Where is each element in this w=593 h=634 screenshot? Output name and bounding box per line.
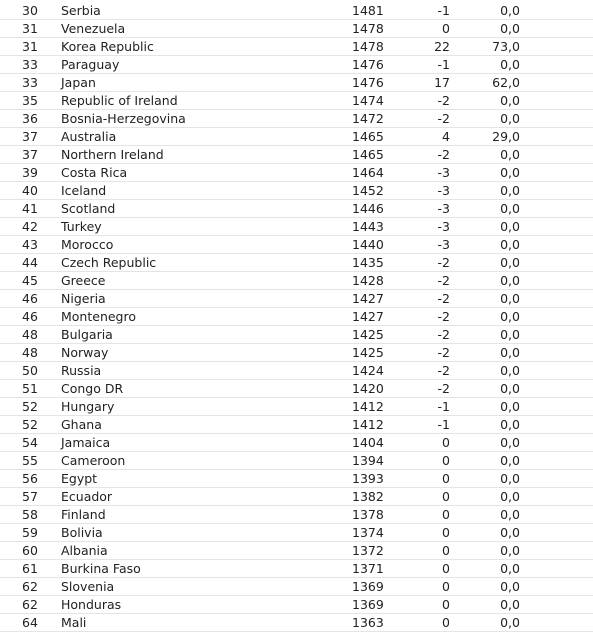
change-cell: 0	[442, 615, 450, 630]
table-row	[0, 488, 593, 506]
change-cell: -2	[437, 309, 450, 324]
team-cell: Norway	[61, 345, 109, 360]
team-cell: Bolivia	[61, 525, 103, 540]
team-cell: Venezuela	[61, 21, 126, 36]
table-row	[0, 542, 593, 560]
percent-cell: 0,0	[500, 183, 520, 198]
change-cell: -1	[437, 417, 450, 432]
rank-cell: 44	[22, 255, 38, 270]
percent-cell: 0,0	[500, 111, 520, 126]
points-cell: 1369	[352, 597, 384, 612]
table-row	[0, 506, 593, 524]
table-row	[0, 326, 593, 344]
change-cell: 0	[442, 21, 450, 36]
team-cell: Korea Republic	[61, 39, 154, 54]
percent-cell: 0,0	[500, 435, 520, 450]
rank-cell: 35	[22, 93, 38, 108]
team-cell: Ghana	[61, 417, 102, 432]
rank-cell: 31	[22, 21, 38, 36]
percent-cell: 0,0	[500, 201, 520, 216]
points-cell: 1440	[352, 237, 384, 252]
team-cell: Morocco	[61, 237, 114, 252]
percent-cell: 0,0	[500, 453, 520, 468]
points-cell: 1476	[352, 57, 384, 72]
table-row	[0, 416, 593, 434]
percent-cell: 0,0	[500, 219, 520, 234]
rank-cell: 51	[22, 381, 38, 396]
change-cell: -1	[437, 57, 450, 72]
change-cell: 0	[442, 561, 450, 576]
table-row	[0, 182, 593, 200]
team-cell: Iceland	[61, 183, 107, 198]
points-cell: 1446	[352, 201, 384, 216]
change-cell: 0	[442, 543, 450, 558]
team-cell: Australia	[61, 129, 117, 144]
points-cell: 1452	[352, 183, 384, 198]
table-row	[0, 164, 593, 182]
change-cell: -2	[437, 111, 450, 126]
table-row	[0, 434, 593, 452]
change-cell: -2	[437, 291, 450, 306]
rank-cell: 42	[22, 219, 38, 234]
points-cell: 1404	[352, 435, 384, 450]
change-cell: 17	[434, 75, 450, 90]
percent-cell: 0,0	[500, 327, 520, 342]
team-cell: Costa Rica	[61, 165, 128, 180]
team-cell: Nigeria	[61, 291, 106, 306]
team-cell: Montenegro	[61, 309, 137, 324]
rank-cell: 62	[22, 597, 38, 612]
team-cell: Slovenia	[61, 579, 115, 594]
change-cell: -2	[437, 93, 450, 108]
table-row	[0, 2, 593, 20]
points-cell: 1394	[352, 453, 384, 468]
points-cell: 1464	[352, 165, 384, 180]
rank-cell: 59	[22, 525, 38, 540]
table-row	[0, 578, 593, 596]
rank-cell: 43	[22, 237, 38, 252]
rank-cell: 41	[22, 201, 38, 216]
change-cell: 4	[442, 129, 450, 144]
points-cell: 1427	[352, 309, 384, 324]
points-cell: 1425	[352, 327, 384, 342]
table-row	[0, 452, 593, 470]
rank-cell: 54	[22, 435, 38, 450]
percent-cell: 62,0	[492, 75, 520, 90]
change-cell: 0	[442, 435, 450, 450]
change-cell: -3	[437, 165, 450, 180]
team-cell: Jamaica	[61, 435, 111, 450]
rank-cell: 58	[22, 507, 38, 522]
table-row	[0, 20, 593, 38]
team-cell: Czech Republic	[61, 255, 157, 270]
rank-cell: 48	[22, 345, 38, 360]
rank-cell: 50	[22, 363, 38, 378]
points-cell: 1478	[352, 21, 384, 36]
change-cell: -1	[437, 399, 450, 414]
rank-cell: 62	[22, 579, 38, 594]
percent-cell: 0,0	[500, 507, 520, 522]
change-cell: -3	[437, 183, 450, 198]
rank-cell: 52	[22, 399, 38, 414]
percent-cell: 0,0	[500, 525, 520, 540]
points-cell: 1424	[352, 363, 384, 378]
rank-cell: 46	[22, 309, 38, 324]
team-cell: Cameroon	[61, 453, 126, 468]
table-row	[0, 74, 593, 92]
points-cell: 1465	[352, 147, 384, 162]
team-cell: Republic of Ireland	[61, 93, 178, 108]
team-cell: Burkina Faso	[61, 561, 141, 576]
percent-cell: 0,0	[500, 255, 520, 270]
team-cell: Northern Ireland	[61, 147, 164, 162]
table-row	[0, 146, 593, 164]
percent-cell: 0,0	[500, 93, 520, 108]
percent-cell: 0,0	[500, 615, 520, 630]
table-row	[0, 380, 593, 398]
change-cell: -1	[437, 3, 450, 18]
change-cell: -2	[437, 255, 450, 270]
rank-cell: 60	[22, 543, 38, 558]
change-cell: -3	[437, 201, 450, 216]
points-cell: 1371	[352, 561, 384, 576]
rank-cell: 55	[22, 453, 38, 468]
rank-cell: 56	[22, 471, 38, 486]
percent-cell: 0,0	[500, 57, 520, 72]
change-cell: -2	[437, 345, 450, 360]
table-row	[0, 92, 593, 110]
points-cell: 1374	[352, 525, 384, 540]
rank-cell: 39	[22, 165, 38, 180]
points-cell: 1420	[352, 381, 384, 396]
table-row	[0, 524, 593, 542]
percent-cell: 0,0	[500, 291, 520, 306]
change-cell: -3	[437, 219, 450, 234]
team-cell: Turkey	[61, 219, 102, 234]
rank-cell: 31	[22, 39, 38, 54]
points-cell: 1363	[352, 615, 384, 630]
change-cell: 0	[442, 525, 450, 540]
rank-cell: 33	[22, 57, 38, 72]
percent-cell: 0,0	[500, 273, 520, 288]
table-row	[0, 560, 593, 578]
rank-cell: 61	[22, 561, 38, 576]
rank-cell: 37	[22, 147, 38, 162]
percent-cell: 0,0	[500, 3, 520, 18]
change-cell: -2	[437, 363, 450, 378]
table-row	[0, 254, 593, 272]
change-cell: 0	[442, 597, 450, 612]
table-row	[0, 470, 593, 488]
change-cell: -2	[437, 381, 450, 396]
percent-cell: 0,0	[500, 597, 520, 612]
table-row	[0, 38, 593, 56]
percent-cell: 0,0	[500, 471, 520, 486]
points-cell: 1474	[352, 93, 384, 108]
points-cell: 1412	[352, 399, 384, 414]
team-cell: Finland	[61, 507, 106, 522]
percent-cell: 0,0	[500, 489, 520, 504]
table-row	[0, 308, 593, 326]
table-row	[0, 218, 593, 236]
percent-cell: 0,0	[500, 579, 520, 594]
rank-cell: 40	[22, 183, 38, 198]
rank-cell: 52	[22, 417, 38, 432]
rank-cell: 64	[22, 615, 38, 630]
points-cell: 1427	[352, 291, 384, 306]
table-row	[0, 344, 593, 362]
team-cell: Paraguay	[61, 57, 120, 72]
team-cell: Albania	[61, 543, 108, 558]
team-cell: Congo DR	[61, 381, 124, 396]
team-cell: Russia	[61, 363, 102, 378]
percent-cell: 0,0	[500, 165, 520, 180]
rank-cell: 57	[22, 489, 38, 504]
table-row	[0, 614, 593, 632]
percent-cell: 0,0	[500, 345, 520, 360]
table-row	[0, 110, 593, 128]
points-cell: 1425	[352, 345, 384, 360]
points-cell: 1378	[352, 507, 384, 522]
percent-cell: 0,0	[500, 237, 520, 252]
points-cell: 1412	[352, 417, 384, 432]
percent-cell: 0,0	[500, 147, 520, 162]
table-row	[0, 290, 593, 308]
team-cell: Honduras	[61, 597, 122, 612]
points-cell: 1478	[352, 39, 384, 54]
team-cell: Egypt	[61, 471, 98, 486]
points-cell: 1382	[352, 489, 384, 504]
rank-cell: 30	[22, 3, 38, 18]
change-cell: 22	[434, 39, 450, 54]
team-cell: Japan	[61, 75, 96, 90]
percent-cell: 0,0	[500, 561, 520, 576]
team-cell: Bulgaria	[61, 327, 113, 342]
percent-cell: 0,0	[500, 543, 520, 558]
points-cell: 1465	[352, 129, 384, 144]
change-cell: -2	[437, 147, 450, 162]
rank-cell: 45	[22, 273, 38, 288]
table-row	[0, 362, 593, 380]
points-cell: 1393	[352, 471, 384, 486]
change-cell: -2	[437, 327, 450, 342]
percent-cell: 0,0	[500, 381, 520, 396]
table-row	[0, 56, 593, 74]
table-row	[0, 596, 593, 614]
points-cell: 1481	[352, 3, 384, 18]
rank-cell: 33	[22, 75, 38, 90]
team-cell: Hungary	[61, 399, 115, 414]
percent-cell: 73,0	[492, 39, 520, 54]
change-cell: 0	[442, 507, 450, 522]
percent-cell: 0,0	[500, 21, 520, 36]
team-cell: Mali	[61, 615, 87, 630]
change-cell: 0	[442, 579, 450, 594]
change-cell: 0	[442, 489, 450, 504]
change-cell: -2	[437, 273, 450, 288]
percent-cell: 0,0	[500, 417, 520, 432]
points-cell: 1476	[352, 75, 384, 90]
table-row	[0, 128, 593, 146]
points-cell: 1443	[352, 219, 384, 234]
team-cell: Serbia	[61, 3, 101, 18]
percent-cell: 29,0	[492, 129, 520, 144]
rank-cell: 48	[22, 327, 38, 342]
team-cell: Ecuador	[61, 489, 113, 504]
change-cell: 0	[442, 471, 450, 486]
change-cell: -3	[437, 237, 450, 252]
change-cell: 0	[442, 453, 450, 468]
rank-cell: 37	[22, 129, 38, 144]
table-row	[0, 272, 593, 290]
team-cell: Greece	[61, 273, 106, 288]
points-cell: 1369	[352, 579, 384, 594]
team-cell: Bosnia-Herzegovina	[61, 111, 186, 126]
percent-cell: 0,0	[500, 363, 520, 378]
table-row	[0, 398, 593, 416]
points-cell: 1372	[352, 543, 384, 558]
points-cell: 1428	[352, 273, 384, 288]
points-cell: 1435	[352, 255, 384, 270]
percent-cell: 0,0	[500, 399, 520, 414]
percent-cell: 0,0	[500, 309, 520, 324]
table-row	[0, 200, 593, 218]
points-cell: 1472	[352, 111, 384, 126]
rank-cell: 46	[22, 291, 38, 306]
team-cell: Scotland	[61, 201, 116, 216]
table-row	[0, 236, 593, 254]
rank-cell: 36	[22, 111, 38, 126]
